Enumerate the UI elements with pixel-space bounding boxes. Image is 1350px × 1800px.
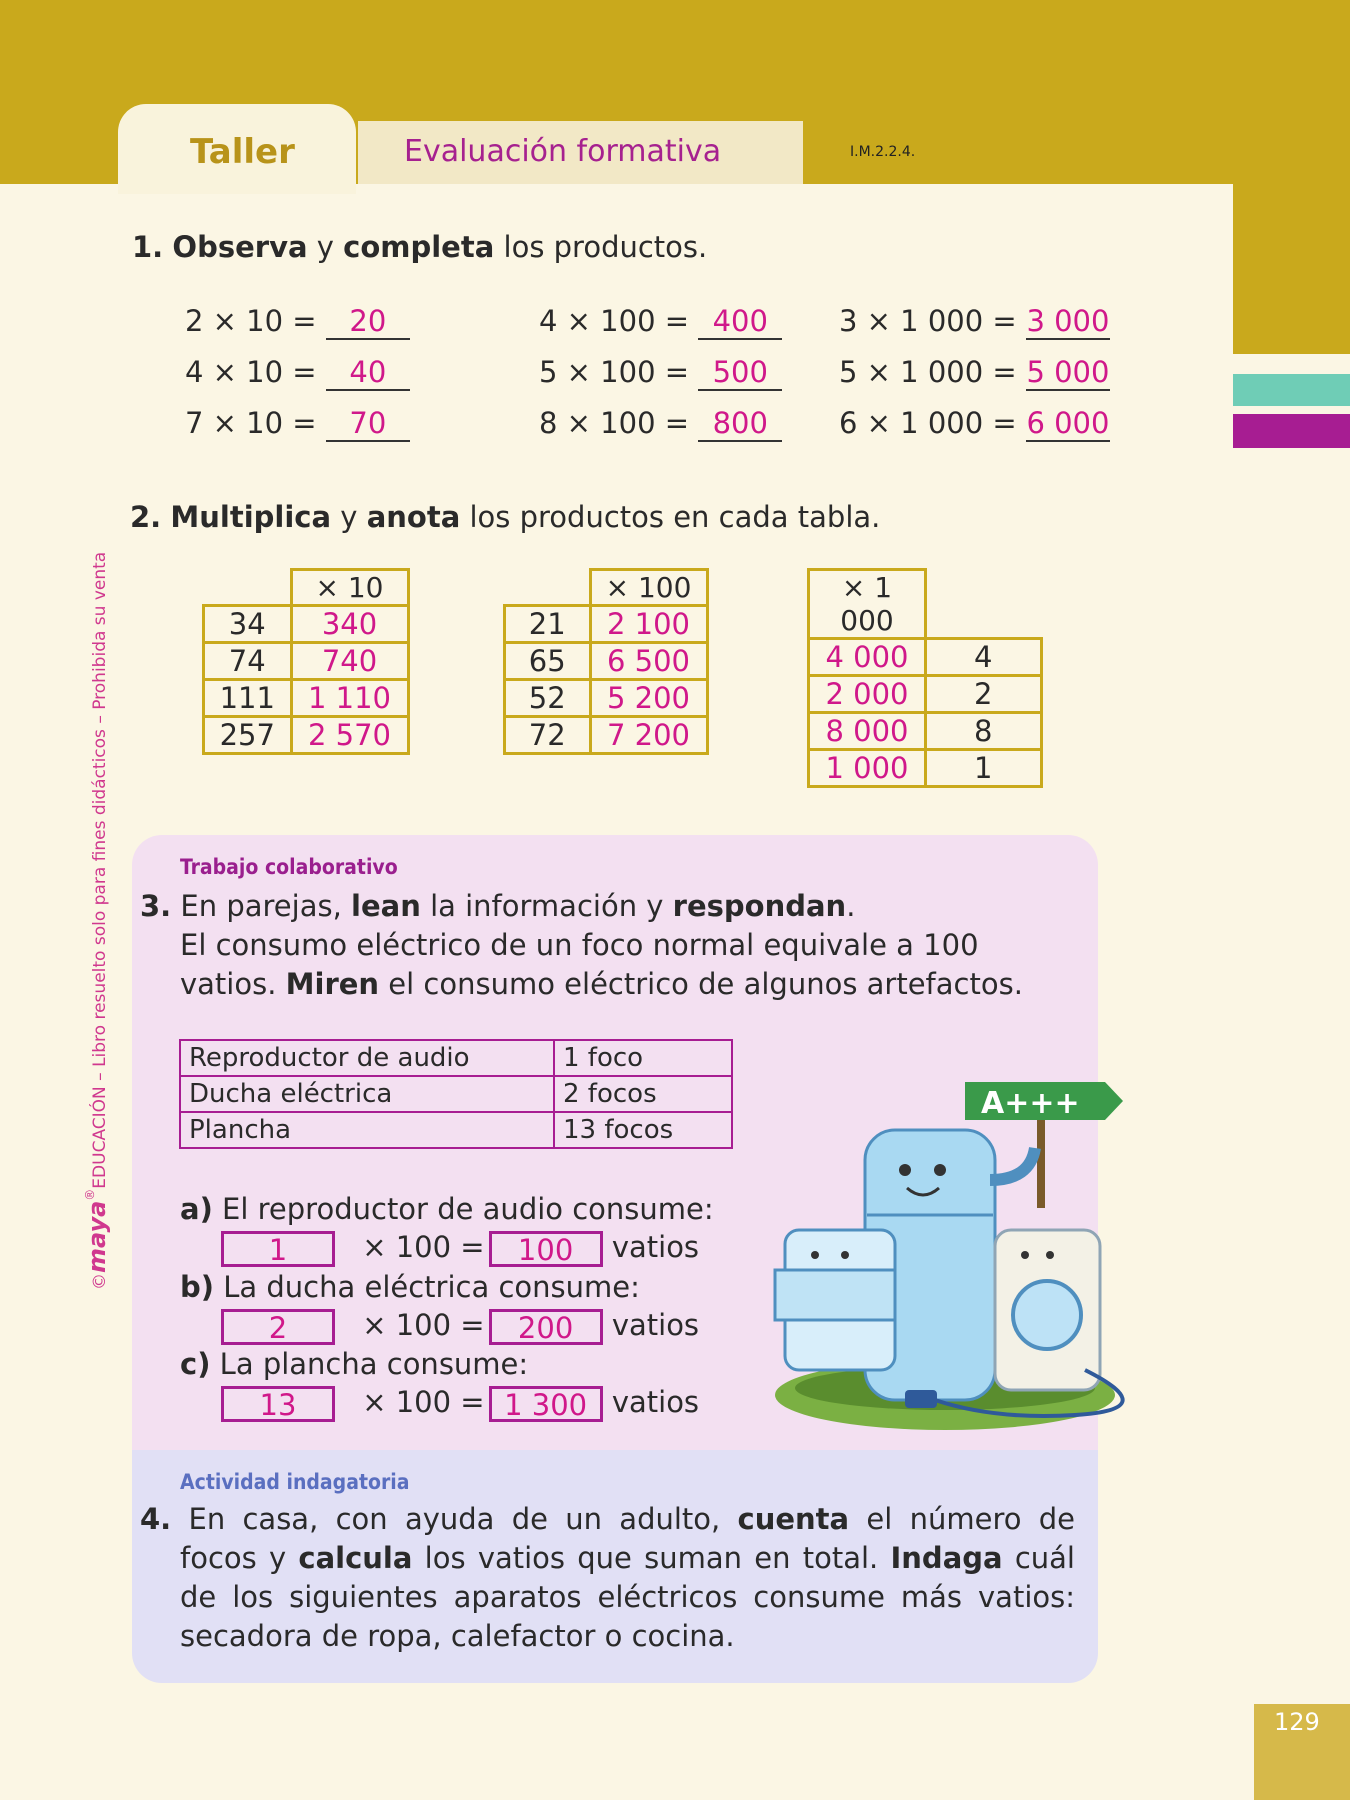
title-connector: y — [307, 230, 344, 264]
equation-answer: 40 — [326, 355, 410, 391]
appliance-consumption: 1 foco — [554, 1040, 732, 1076]
table-answer: 340 — [291, 606, 408, 643]
text-span: el número de — [849, 1502, 1076, 1536]
table-times-1000 — [807, 568, 1043, 788]
table-header: × 100 — [590, 570, 707, 606]
indicator-code: I.M.2.2.4. — [850, 144, 916, 160]
text-span: los vatios que suman en total. — [412, 1541, 891, 1575]
side-copyright-text: EDUCACIÓN – Libro resuelto solo para fines didácticos – Prohibida su venta — [90, 551, 110, 1189]
equation — [839, 406, 1110, 442]
exercise-1-number: 1. — [132, 230, 164, 264]
copyright-symbol: © — [90, 1273, 110, 1290]
title-connector: y — [331, 500, 367, 534]
text-line: El consumo eléctrico de un foco normal equivale a 100 — [180, 928, 979, 962]
verb-indaga: Indaga — [890, 1541, 1003, 1575]
brand-logo: maya — [83, 1200, 111, 1273]
equation-answer: 500 — [698, 355, 782, 391]
equation-text: 4 × 100 = — [539, 304, 699, 338]
equation-answer: 400 — [698, 304, 782, 340]
answer-box: 1 300 — [489, 1386, 603, 1422]
equation-answer: 3 000 — [1026, 304, 1110, 338]
tab-taller-label: Taller — [190, 132, 295, 172]
text-line: de los siguientes aparatos eléctricos consume más vatios: — [180, 1580, 1075, 1614]
answer-row-a — [221, 1230, 699, 1267]
table-cell: 111 — [204, 680, 292, 717]
equation — [185, 304, 410, 340]
equation-answer: 20 — [326, 304, 410, 340]
table-cell: 52 — [505, 680, 591, 717]
question-text: La plancha consume: — [210, 1347, 529, 1381]
equation-text: 6 × 1 000 = — [839, 406, 1026, 440]
equation — [539, 406, 782, 442]
appliance-name: Plancha — [180, 1112, 554, 1148]
answer-box: 13 — [221, 1386, 335, 1422]
equation-text: 2 × 10 = — [185, 304, 326, 338]
times-100: × 100 = — [362, 1385, 485, 1419]
text-span: focos y — [180, 1541, 299, 1575]
verb-completa: completa — [343, 230, 495, 264]
equation-answer: 5 000 — [1026, 355, 1110, 389]
answer-box: 2 — [221, 1309, 335, 1345]
equation — [539, 355, 782, 391]
exercise-1-title — [132, 230, 707, 264]
page-number: 129 — [1274, 1708, 1320, 1736]
answer-box: 100 — [489, 1231, 603, 1267]
table-cell: 34 — [204, 606, 292, 643]
times-100: × 100 = — [362, 1230, 485, 1264]
equation — [839, 304, 1110, 340]
text-span: vatios. — [180, 967, 286, 1001]
table-answer: 2 570 — [291, 717, 408, 754]
verb-anota: anota — [366, 500, 461, 534]
energy-rating-sign: A+++ — [981, 1086, 1080, 1121]
question-c — [180, 1347, 528, 1381]
unit-vatios: vatios — [611, 1230, 700, 1264]
table-cell: 72 — [505, 717, 591, 754]
table-answer: 2 100 — [590, 606, 707, 643]
equation-answer: 800 — [698, 406, 782, 442]
table-answer: 4 000 — [809, 639, 926, 676]
title-tail: los productos. — [494, 230, 708, 264]
consumption-table — [179, 1039, 733, 1149]
exercise-4-text — [140, 1500, 1075, 1656]
equation — [185, 355, 410, 391]
equation-text: 8 × 100 = — [539, 406, 699, 440]
question-text: La ducha eléctrica consume: — [214, 1270, 640, 1304]
appliance-name: Reproductor de audio — [180, 1040, 554, 1076]
exercise-2-title — [130, 500, 880, 534]
equation-text: 5 × 1 000 = — [839, 355, 1026, 389]
verb-multiplica: Multiplica — [170, 500, 332, 534]
answer-row-c — [221, 1385, 699, 1422]
section-label-colaborativo: Trabajo colaborativo — [180, 855, 398, 879]
text-span: En parejas, — [180, 889, 352, 923]
text-span: la información y — [420, 889, 673, 923]
page-number-box — [1254, 1704, 1350, 1800]
section-label-indagatoria: Actividad indagatoria — [180, 1470, 410, 1494]
registered-symbol: ® — [83, 1188, 97, 1201]
answer-box: 200 — [489, 1309, 603, 1345]
table-answer: 7 200 — [590, 717, 707, 754]
appliances-illustration — [745, 1070, 1145, 1430]
title-tail: los productos en cada tabla. — [460, 500, 881, 534]
exercise-2-number: 2. — [130, 500, 162, 534]
exercise-3-text — [140, 887, 1023, 1004]
table-cell: 257 — [204, 717, 292, 754]
verb-respondan: respondan — [672, 889, 847, 923]
exercise-4-number: 4. — [140, 1502, 172, 1536]
answer-box: 1 — [221, 1231, 335, 1267]
side-copyright — [83, 552, 111, 1290]
appliance-name: Ducha eléctrica — [180, 1076, 554, 1112]
teal-strip — [1233, 374, 1350, 406]
table-cell: 2 — [926, 676, 1042, 713]
table-answer: 2 000 — [809, 676, 926, 713]
text-span: cuál — [1002, 1541, 1075, 1575]
equation — [185, 406, 410, 442]
equation-text: 3 × 1 000 = — [839, 304, 1026, 338]
verb-lean: lean — [351, 889, 421, 923]
equation — [539, 304, 782, 340]
table-cell: 21 — [505, 606, 591, 643]
verb-calcula: calcula — [298, 1541, 413, 1575]
table-cell: 65 — [505, 643, 591, 680]
exercise-3-number: 3. — [140, 889, 172, 923]
question-letter: c) — [180, 1347, 211, 1381]
question-a — [180, 1192, 714, 1226]
table-answer: 1 110 — [291, 680, 408, 717]
equation-text: 4 × 10 = — [185, 355, 326, 389]
verb-cuenta: cuenta — [737, 1502, 850, 1536]
equation-text: 7 × 10 = — [185, 406, 326, 440]
appliance-consumption: 13 focos — [554, 1112, 732, 1148]
magenta-strip — [1233, 414, 1350, 448]
question-letter: a) — [180, 1192, 213, 1226]
tab-taller — [118, 104, 356, 194]
text-span: el consumo eléctrico de algunos artefactos. — [379, 967, 1023, 1001]
unit-vatios: vatios — [611, 1385, 700, 1419]
tab-evaluacion — [358, 121, 803, 184]
equation-text: 5 × 100 = — [539, 355, 699, 389]
table-cell: 8 — [926, 713, 1042, 750]
table-answer: 1 000 — [809, 750, 926, 787]
table-times-10 — [202, 568, 410, 755]
table-times-100 — [503, 568, 709, 755]
question-b — [180, 1270, 640, 1304]
verb-miren: Miren — [285, 967, 380, 1001]
answer-row-b — [221, 1308, 699, 1345]
question-text: El reproductor de audio consume: — [212, 1192, 714, 1226]
equation-answer: 6 000 — [1026, 406, 1110, 440]
equation-answer: 70 — [326, 406, 410, 442]
appliance-consumption: 2 focos — [554, 1076, 732, 1112]
table-header: × 10 — [291, 570, 408, 606]
table-cell: 1 — [926, 750, 1042, 787]
text-span: En casa, con ayuda de un adulto, — [188, 1502, 738, 1536]
table-header: × 1 000 — [809, 570, 926, 639]
times-100: × 100 = — [362, 1308, 485, 1342]
header-side-band — [1233, 184, 1350, 354]
question-letter: b) — [180, 1270, 215, 1304]
verb-observa: Observa — [172, 230, 308, 264]
equation — [839, 355, 1110, 391]
table-answer: 8 000 — [809, 713, 926, 750]
tab-evaluacion-label: Evaluación formativa — [404, 134, 722, 169]
table-answer: 5 200 — [590, 680, 707, 717]
table-cell: 74 — [204, 643, 292, 680]
table-cell: 4 — [926, 639, 1042, 676]
table-answer: 6 500 — [590, 643, 707, 680]
unit-vatios: vatios — [611, 1308, 700, 1342]
text-line: secadora de ropa, calefactor o cocina. — [180, 1619, 735, 1653]
text-span: . — [846, 889, 856, 923]
table-answer: 740 — [291, 643, 408, 680]
